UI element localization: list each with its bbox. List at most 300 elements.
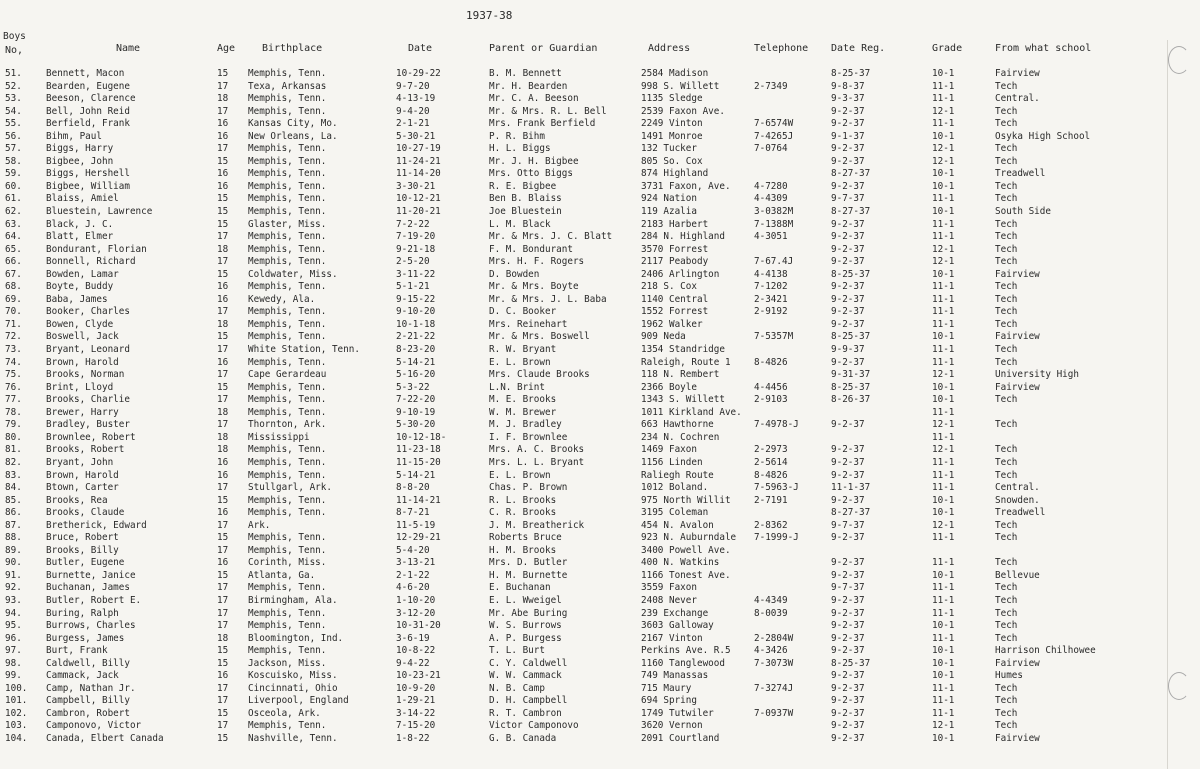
grade: 11-1 [932, 482, 955, 494]
student-name: Brooks, Rea [46, 494, 108, 506]
birth-date: 10-29-22 [396, 68, 441, 79]
parent-guardian: Victor Camponovo [489, 720, 579, 732]
address: Raleigh, Route 1 [641, 356, 731, 368]
telephone: 8-4826 [754, 469, 788, 481]
student-name: Biggs, Harry [46, 143, 114, 155]
previous-school: Tech [995, 519, 1018, 531]
row-number: 52. [5, 80, 22, 92]
date-registered: 9-7-37 [831, 582, 865, 594]
date-registered: 9-2-37 [831, 456, 865, 468]
address: 1552 Forrest [641, 306, 709, 318]
birthplace: Jackson, Miss. [248, 657, 327, 669]
age: 18 [217, 406, 229, 418]
grade: 10-1 [932, 168, 955, 180]
row-number: 85. [5, 494, 22, 506]
previous-school: Tech [995, 582, 1018, 594]
table-row [0, 683, 1200, 696]
row-number: 98. [5, 657, 22, 669]
row-number: 92. [5, 582, 22, 594]
grade: 10-1 [932, 569, 955, 581]
row-number: 96. [5, 632, 22, 644]
row-number: 79. [5, 419, 22, 431]
previous-school: Tech [995, 143, 1018, 155]
birth-date: 11-15-20 [396, 456, 441, 468]
birth-date: 8-7-21 [396, 507, 430, 519]
birth-date: 3-11-22 [396, 268, 436, 280]
student-name: Cambron, Robert [46, 707, 130, 719]
row-number: 93. [5, 594, 22, 606]
birthplace: Memphis, Tenn. [248, 243, 327, 255]
birthplace: Memphis, Tenn. [248, 193, 327, 205]
birthplace: Memphis, Tenn. [248, 444, 327, 456]
student-name: Brown, Harold [46, 469, 119, 481]
row-number: 97. [5, 645, 22, 657]
table-row [0, 570, 1200, 583]
grade: 12-1 [932, 143, 955, 155]
student-name: Bruce, Robert [46, 532, 119, 544]
address: 998 S. Willett [641, 80, 720, 92]
telephone: 4-7280 [754, 180, 788, 192]
date-registered: 9-2-37 [831, 419, 865, 431]
date-registered: 8-26-37 [831, 394, 871, 406]
address: 2249 Vinton [641, 118, 703, 130]
table-row [0, 269, 1200, 282]
birth-date: 5-14-21 [396, 356, 436, 368]
table-row [0, 394, 1200, 407]
row-number: 75. [5, 369, 22, 381]
table-row [0, 733, 1200, 746]
date-registered: 9-2-37 [831, 732, 865, 744]
previous-school: Humes [995, 670, 1023, 682]
telephone: 4-3426 [754, 645, 788, 657]
birth-date: 3-14-22 [396, 707, 436, 719]
student-name: Butler, Robert E. [46, 594, 142, 606]
parent-guardian: Mrs. D. Butler [489, 557, 568, 569]
date-registered: 9-2-37 [831, 720, 865, 732]
previous-school: Tech [995, 180, 1018, 192]
age: 15 [217, 569, 229, 581]
parent-guardian: Mr. & Mrs. R. L. Bell [489, 105, 607, 117]
parent-guardian: E. L. Wweigel [489, 594, 562, 606]
previous-school: Fairview [995, 268, 1040, 280]
table-row [0, 557, 1200, 570]
student-name: Brint, Lloyd [46, 381, 114, 393]
student-name: Burrows, Charles [46, 620, 136, 632]
date-registered: 8-27-37 [831, 507, 871, 519]
student-name: Campbell, Billy [46, 695, 130, 707]
address: 2167 Vinton [641, 632, 703, 644]
date-registered: 9-2-37 [831, 281, 865, 293]
address: 3559 Faxon [641, 582, 697, 594]
date-registered: 9-2-37 [831, 293, 865, 305]
birth-date: 5-14-21 [396, 469, 436, 481]
parent-guardian: G. B. Canada [489, 732, 557, 744]
address: Perkins Ave. R.5 [641, 645, 731, 657]
table-row [0, 470, 1200, 483]
telephone: 7-1388M [754, 218, 794, 230]
address: 400 N. Watkins [641, 557, 720, 569]
birth-date: 2-5-20 [396, 256, 430, 268]
birthplace: Memphis, Tenn. [248, 281, 327, 293]
address: 132 Tucker [641, 143, 697, 155]
birth-date: 11-20-21 [396, 206, 441, 218]
table-row [0, 206, 1200, 219]
age: 17 [217, 344, 229, 356]
parent-guardian: E. L. Brown [489, 356, 551, 368]
date-registered: 9-2-37 [831, 180, 865, 192]
birthplace: Kansas City, Mo. [248, 118, 338, 130]
age: 16 [217, 130, 229, 142]
row-number: 55. [5, 118, 22, 130]
table-row [0, 93, 1200, 106]
birth-date: 3-13-21 [396, 557, 436, 569]
previous-school: Tech [995, 557, 1018, 569]
date-registered: 9-2-37 [831, 118, 865, 130]
row-number: 66. [5, 256, 22, 268]
header-birthplace: Birthplace [262, 43, 323, 54]
table-row [0, 495, 1200, 508]
table-row [0, 181, 1200, 194]
student-name: Burnette, Janice [46, 569, 136, 581]
telephone: 3-0382M [754, 206, 794, 218]
birth-date: 5-1-21 [396, 281, 430, 293]
date-registered: 9-2-37 [831, 557, 865, 569]
age: 15 [217, 494, 229, 506]
birth-date: 7-22-20 [396, 394, 436, 406]
student-name: Black, J. C. [46, 218, 114, 230]
age: 17 [217, 256, 229, 268]
grade: 11-1 [932, 632, 955, 644]
row-number: 80. [5, 431, 22, 443]
header-school: From what school [995, 43, 1092, 54]
birth-date: 11-14-21 [396, 494, 441, 506]
birthplace: Coldwater, Miss. [248, 268, 338, 280]
age: 15 [217, 532, 229, 544]
date-registered: 9-2-37 [831, 143, 865, 155]
address: 2117 Peabody [641, 256, 709, 268]
birthplace: Memphis, Tenn. [248, 168, 327, 180]
telephone: 7-5963-J [754, 482, 799, 494]
telephone: 2-7191 [754, 494, 788, 506]
address: 2406 Arlington [641, 268, 720, 280]
date-registered: 9-2-37 [831, 218, 865, 230]
previous-school: Tech [995, 356, 1018, 368]
birth-date: 9-10-20 [396, 306, 436, 318]
grade: 10-1 [932, 68, 955, 79]
previous-school: South Side [995, 206, 1051, 218]
birthplace: White Station, Tenn. [248, 344, 360, 356]
telephone: 4-4349 [754, 594, 788, 606]
header-telephone: Telephone [754, 43, 809, 54]
previous-school: University High [995, 369, 1079, 381]
student-name: Brown, Harold [46, 356, 119, 368]
address: 2366 Boyle [641, 381, 697, 393]
telephone: 8-4826 [754, 356, 788, 368]
previous-school: Tech [995, 105, 1018, 117]
grade: 11-1 [932, 306, 955, 318]
student-name: Bondurant, Florian [46, 243, 147, 255]
row-number: 94. [5, 607, 22, 619]
previous-school: Treadwell [995, 507, 1046, 519]
date-registered: 9-2-37 [831, 105, 865, 117]
date-registered: 9-2-37 [831, 243, 865, 255]
parent-guardian: Mrs. Otto Biggs [489, 168, 573, 180]
date-registered: 9-2-37 [831, 594, 865, 606]
student-name: Boyte, Buddy [46, 281, 114, 293]
grade: 12-1 [932, 519, 955, 531]
row-number: 83. [5, 469, 22, 481]
birth-date: 8-23-20 [396, 344, 436, 356]
age: 18 [217, 444, 229, 456]
grade: 11-1 [932, 607, 955, 619]
previous-school: Tech [995, 444, 1018, 456]
previous-school: Tech [995, 607, 1018, 619]
parent-guardian: M. J. Bradley [489, 419, 562, 431]
birth-date: 2-1-22 [396, 569, 430, 581]
table-row [0, 432, 1200, 445]
age: 16 [217, 670, 229, 682]
previous-school: Tech [995, 720, 1018, 732]
row-number: 59. [5, 168, 22, 180]
previous-school: Tech [995, 419, 1018, 431]
row-number: 68. [5, 281, 22, 293]
birthplace: Memphis, Tenn. [248, 155, 327, 167]
parent-guardian: Mr. & Mrs. Boswell [489, 331, 590, 343]
address: 1962 Walker [641, 318, 703, 330]
parent-guardian: Roberts Bruce [489, 532, 562, 544]
table-row [0, 658, 1200, 671]
previous-school: Tech [995, 118, 1018, 130]
parent-guardian: P. R. Bihm [489, 130, 545, 142]
parent-guardian: Mr. H. Bearden [489, 80, 568, 92]
birth-date: 10-27-19 [396, 143, 441, 155]
student-name: Brewer, Harry [46, 406, 119, 418]
grade: 11-1 [932, 707, 955, 719]
grade: 12-1 [932, 369, 955, 381]
table-row [0, 720, 1200, 733]
telephone: 2-9103 [754, 394, 788, 406]
previous-school: Tech [995, 243, 1018, 255]
parent-guardian: W. M. Brewer [489, 406, 557, 418]
table-row [0, 582, 1200, 595]
address: 2584 Madison [641, 68, 709, 79]
row-number: 87. [5, 519, 22, 531]
birthplace: Memphis, Tenn. [248, 180, 327, 192]
row-number: 95. [5, 620, 22, 632]
row-number: 71. [5, 318, 22, 330]
address: 284 N. Highland [641, 231, 725, 243]
age: 18 [217, 632, 229, 644]
birthplace: Memphis, Tenn. [248, 544, 327, 556]
birthplace: Mississippi [248, 431, 310, 443]
address: 1012 Boland. [641, 482, 709, 494]
address: 118 N. Rembert [641, 369, 720, 381]
header-address: Address [648, 43, 691, 54]
telephone: 7-1202 [754, 281, 788, 293]
row-number: 67. [5, 268, 22, 280]
table-row [0, 407, 1200, 420]
address: 3620 Vernon [641, 720, 703, 732]
birthplace: Glaster, Miss. [248, 218, 327, 230]
date-registered: 8-25-37 [831, 657, 871, 669]
parent-guardian: Joe Bluestein [489, 206, 562, 218]
address: 1749 Tutwiler [641, 707, 714, 719]
birth-date: 7-2-22 [396, 218, 430, 230]
birth-date: 10-31-20 [396, 620, 441, 632]
birthplace: Corinth, Miss. [248, 557, 327, 569]
grade: 11-1 [932, 456, 955, 468]
date-registered: 9-2-37 [831, 155, 865, 167]
birth-date: 9-10-19 [396, 406, 436, 418]
address: 218 S. Cox [641, 281, 697, 293]
birthplace: Memphis, Tenn. [248, 507, 327, 519]
telephone: 2-2973 [754, 444, 788, 456]
grade: 12-1 [932, 419, 955, 431]
parent-guardian: Mrs. H. F. Rogers [489, 256, 585, 268]
age: 18 [217, 318, 229, 330]
date-registered: 9-2-37 [831, 607, 865, 619]
table-row [0, 457, 1200, 470]
birth-date: 9-7-20 [396, 80, 430, 92]
student-name: Brooks, Norman [46, 369, 125, 381]
row-number: 60. [5, 180, 22, 192]
birth-date: 10-12-18- [396, 431, 447, 443]
age: 17 [217, 695, 229, 707]
age: 15 [217, 732, 229, 744]
row-number: 76. [5, 381, 22, 393]
grade: 10-1 [932, 381, 955, 393]
row-number: 86. [5, 507, 22, 519]
table-row [0, 369, 1200, 382]
grade: 11-1 [932, 557, 955, 569]
table-row [0, 545, 1200, 558]
date-registered: 9-2-37 [831, 494, 865, 506]
student-name: Buring, Ralph [46, 607, 119, 619]
student-name: Bearden, Eugene [46, 80, 130, 92]
age: 17 [217, 231, 229, 243]
row-number: 77. [5, 394, 22, 406]
parent-guardian: R. W. Bryant [489, 344, 557, 356]
previous-school: Treadwell [995, 168, 1046, 180]
previous-school: Tech [995, 193, 1018, 205]
telephone: 7-3073W [754, 657, 794, 669]
parent-guardian: Mrs. Claude Brooks [489, 369, 590, 381]
parent-guardian: D. Bowden [489, 268, 540, 280]
student-name: Blatt, Elmer [46, 231, 114, 243]
birthplace: Nashville, Tenn. [248, 732, 338, 744]
birthplace: Memphis, Tenn. [248, 607, 327, 619]
parent-guardian: Mr. Abe Buring [489, 607, 568, 619]
date-registered: 9-31-37 [831, 369, 871, 381]
parent-guardian: R. L. Brooks [489, 494, 557, 506]
parent-guardian: E. L. Brown [489, 469, 551, 481]
previous-school: Tech [995, 456, 1018, 468]
table-row [0, 520, 1200, 533]
table-row [0, 444, 1200, 457]
student-name: Bryant, Leonard [46, 344, 130, 356]
table-row [0, 256, 1200, 269]
row-number: 82. [5, 456, 22, 468]
student-name: Brooks, Claude [46, 507, 125, 519]
telephone: 4-4138 [754, 268, 788, 280]
previous-school: Fairview [995, 657, 1040, 669]
birth-date: 7-15-20 [396, 720, 436, 732]
parent-guardian: Mr. & Mrs. J. C. Blatt [489, 231, 613, 243]
grade: 12-1 [932, 720, 955, 732]
birthplace: Thornton, Ark. [248, 419, 327, 431]
student-name: Camp, Nathan Jr. [46, 682, 136, 694]
parent-guardian: Ben B. Blaiss [489, 193, 562, 205]
birth-date: 3-30-21 [396, 180, 436, 192]
student-name: Bowden, Lamar [46, 268, 119, 280]
row-number: 69. [5, 293, 22, 305]
previous-school: Fairview [995, 68, 1040, 79]
grade: 11-1 [932, 118, 955, 130]
age: 18 [217, 431, 229, 443]
birthplace: Cape Gerardeau [248, 369, 327, 381]
grade: 10-1 [932, 180, 955, 192]
parent-guardian: A. P. Burgess [489, 632, 562, 644]
student-name: Boswell, Jack [46, 331, 119, 343]
table-row [0, 382, 1200, 395]
birthplace: Memphis, Tenn. [248, 143, 327, 155]
telephone: 4-4309 [754, 193, 788, 205]
table-row [0, 231, 1200, 244]
column-headers [0, 43, 1200, 59]
date-registered: 8-27-37 [831, 168, 871, 180]
row-number: 72. [5, 331, 22, 343]
address: 1354 Standridge [641, 344, 725, 356]
table-row [0, 608, 1200, 621]
age: 16 [217, 281, 229, 293]
telephone: 2-5614 [754, 456, 788, 468]
date-registered: 9-9-37 [831, 344, 865, 356]
parent-guardian: W. W. Cammack [489, 670, 562, 682]
grade: 10-1 [932, 645, 955, 657]
birthplace: Stullgarl, Ark. [248, 482, 332, 494]
grade: 11-1 [932, 218, 955, 230]
row-number: 81. [5, 444, 22, 456]
previous-school: Fairview [995, 331, 1040, 343]
address: 454 N. Avalon [641, 519, 714, 531]
birthplace: New Orleans, La. [248, 130, 338, 142]
grade: 10-1 [932, 394, 955, 406]
parent-guardian: Mrs. L. L. Bryant [489, 456, 585, 468]
address: 1160 Tanglewood [641, 657, 725, 669]
grade: 11-1 [932, 582, 955, 594]
birth-date: 5-3-22 [396, 381, 430, 393]
table-row [0, 168, 1200, 181]
table-row [0, 482, 1200, 495]
table-row [0, 193, 1200, 206]
birth-date: 12-29-21 [396, 532, 441, 544]
address: 1140 Central [641, 293, 709, 305]
student-name: Caldwell, Billy [46, 657, 130, 669]
table-row [0, 294, 1200, 307]
row-number: 73. [5, 344, 22, 356]
birthplace: Memphis, Tenn. [248, 68, 327, 79]
grade: 11-1 [932, 318, 955, 330]
previous-school: Tech [995, 469, 1018, 481]
grade: 12-1 [932, 105, 955, 117]
student-name: Brooks, Robert [46, 444, 125, 456]
age: 16 [217, 507, 229, 519]
table-row [0, 708, 1200, 721]
previous-school: Tech [995, 532, 1018, 544]
table-row [0, 244, 1200, 257]
grade: 12-1 [932, 444, 955, 456]
birthplace: Memphis, Tenn. [248, 582, 327, 594]
